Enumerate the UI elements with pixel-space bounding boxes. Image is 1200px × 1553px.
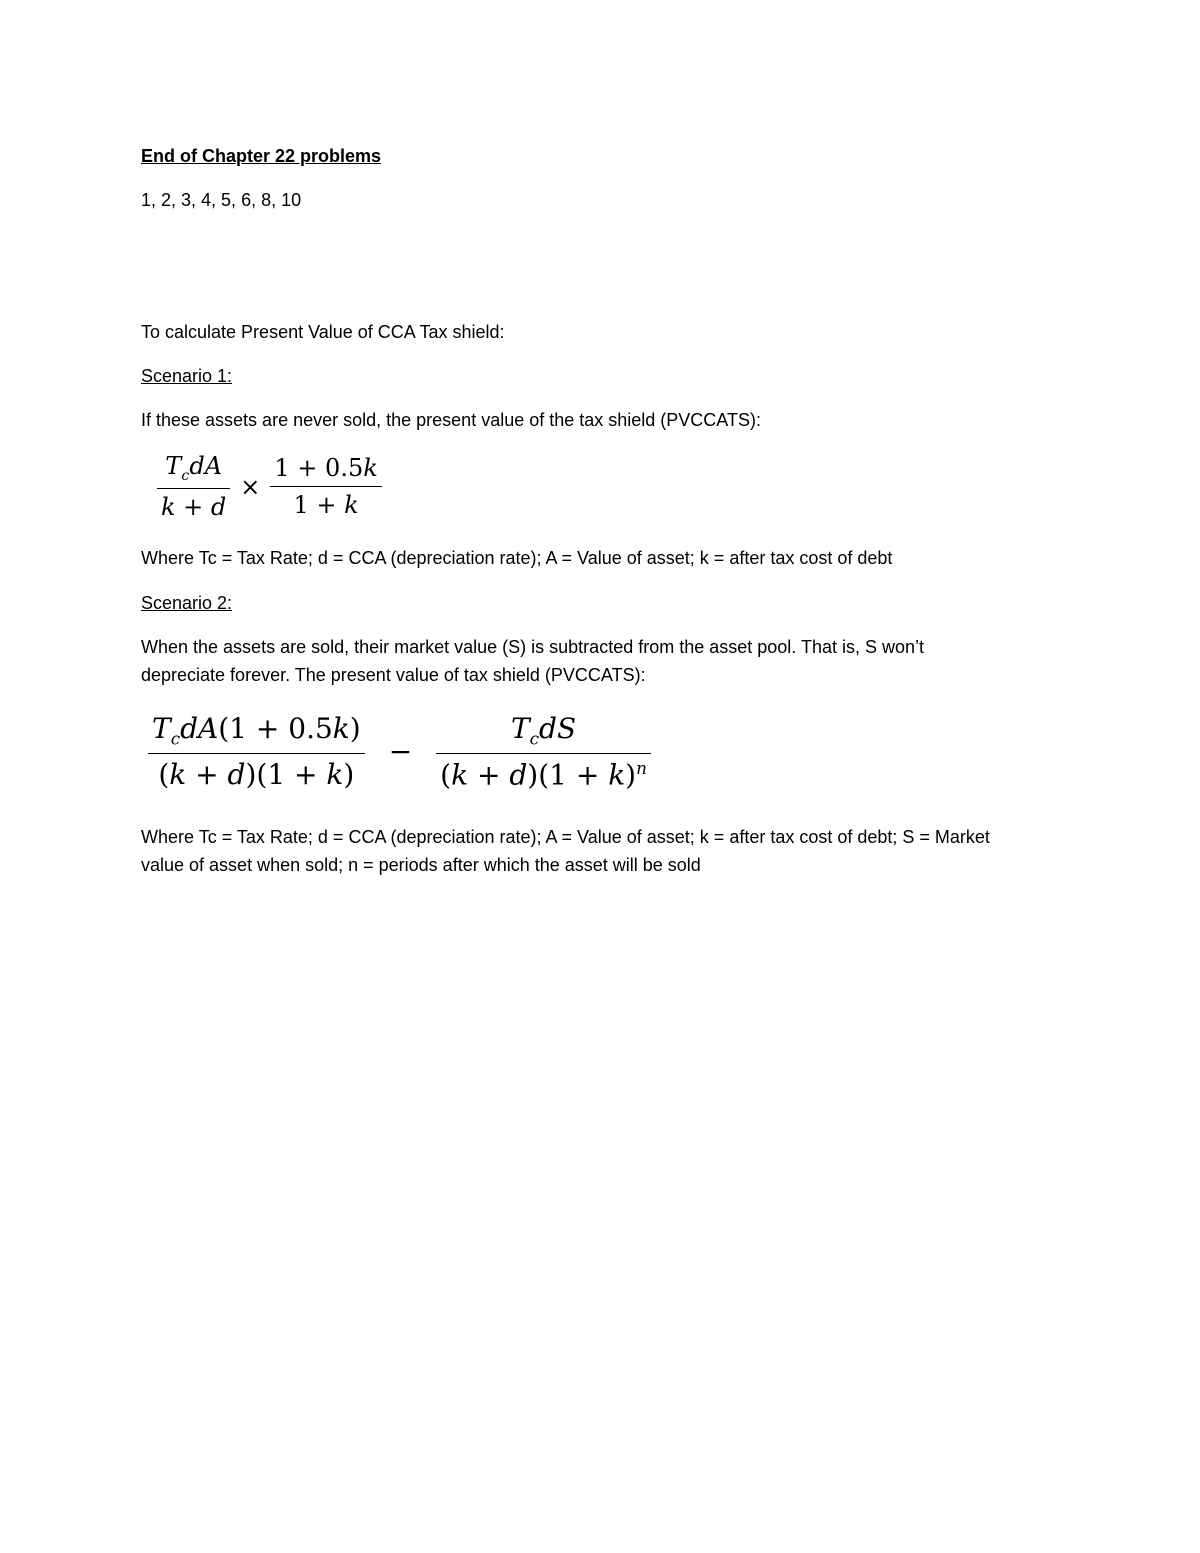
fraction-bar — [270, 486, 381, 488]
fraction-bar — [148, 753, 365, 755]
scenario2-description-line1: When the assets are sold, their market value (S) is subtracted from the asset pool. That is, S won’t — [141, 637, 925, 657]
formula1-denominator-left: k + d — [161, 493, 227, 522]
formula2-numerator-left: $T_cdA(1 + 0.5k)$ — [152, 712, 361, 749]
formula2-denominator-left: (k + d)(1 + k) — [158, 758, 355, 792]
intro-text: To calculate Present Value of CCA Tax shield: — [141, 322, 505, 342]
formula1-numerator-left: $T_cdA$ — [165, 452, 223, 484]
formula-scenario2 — [148, 712, 651, 791]
scenario2-where-line1: Where Tc = Tax Rate; d = CCA (depreciation rate); A = Value of asset; k = after tax cost of debt; S = Market — [141, 827, 990, 847]
formula2-denominator-right: $(k + d)(1 + k)^n$ — [440, 758, 647, 792]
scenario1-heading: Scenario 1: — [141, 366, 233, 386]
formula2-fraction-left — [148, 712, 365, 791]
times-operator: × — [240, 472, 261, 501]
scenario1-where: Where Tc = Tax Rate; d = CCA (depreciation rate); A = Value of asset; k = after tax cost of debt — [141, 548, 893, 568]
fraction-bar — [436, 753, 651, 755]
document-title: End of Chapter 22 problems — [141, 146, 382, 166]
formula2-fraction-right — [436, 712, 651, 791]
formula1-fraction-right — [270, 454, 381, 520]
scenario2-heading: Scenario 2: — [141, 593, 233, 613]
formula1-fraction-left — [157, 452, 230, 521]
scenario1-description: If these assets are never sold, the present value of the tax shield (PVCCATS): — [141, 410, 761, 430]
formula1-numerator-right: 1 + 0.5k — [274, 453, 378, 482]
formula-scenario1 — [157, 452, 382, 521]
scenario2-where-line2: value of asset when sold; n = periods after which the asset will be sold — [141, 855, 701, 875]
formula1-denominator-right: 1 + k — [293, 491, 359, 520]
minus-operator: − — [388, 735, 413, 769]
scenario2-description-line2: depreciate forever. The present value of tax shield (PVCCATS): — [141, 665, 646, 685]
formula2-numerator-right: $T_cdS$ — [510, 712, 577, 749]
problem-list: 1, 2, 3, 4, 5, 6, 8, 10 — [141, 190, 302, 210]
fraction-bar — [157, 488, 230, 490]
